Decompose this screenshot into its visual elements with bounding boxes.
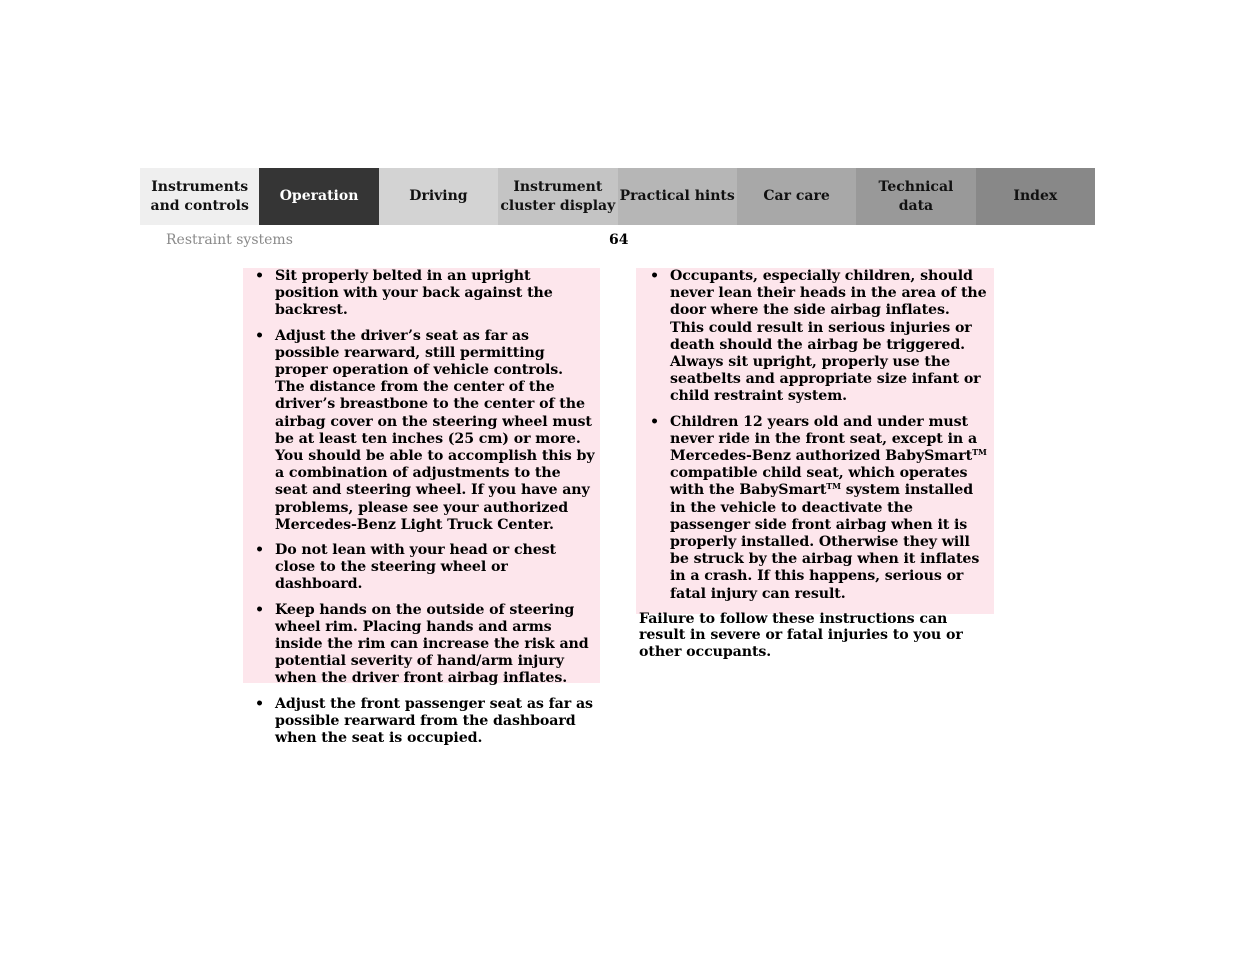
text-part: system installed in the vehicle to deactivate the passenger side front airbag when it is properly installed. Otherwise they will be struck by the airbag when it inflates in a crash. If this happens, serious or fatal injury can result.	[670, 482, 980, 602]
tab-practical-hints[interactable]: Practical hints	[618, 168, 737, 225]
list-item	[650, 268, 988, 406]
text-part: Children 12 years old and under must never ride in the front seat, except in a Mercedes-Benz authorized BabySmart	[670, 413, 978, 465]
bullet-icon: •	[650, 413, 659, 430]
tab-instruments-and-controls[interactable]: Instruments and controls	[140, 168, 259, 225]
bullet-icon: •	[255, 327, 264, 344]
list-item-text: Occupants, especially children, should never lean their heads in the area of the door where the side airbag inflates. This could result in serious injuries or death should the airbag be triggered. Always sit upright, properly use the seatbelts and appropriate size infant or child restraint system.	[670, 268, 987, 405]
tab-technical-data[interactable]: Technical data	[856, 168, 975, 225]
bullet-icon: •	[255, 268, 264, 284]
bullet-icon: •	[255, 542, 264, 559]
list-item-text	[670, 414, 987, 602]
tab-index[interactable]: Index	[976, 168, 1095, 225]
section-title: Restraint systems	[166, 232, 293, 248]
list-item	[255, 696, 596, 748]
list-item	[255, 602, 596, 688]
list-item-text: Sit properly belted in an upright position with your back against the backrest.	[275, 268, 553, 319]
chapter-tab-bar	[140, 168, 1095, 225]
list-item-text: Adjust the front passenger seat as far as possible rearward from the dashboard when the seat is occupied.	[275, 695, 593, 747]
page-number: 64	[609, 232, 629, 248]
warning-list-left	[255, 268, 596, 747]
list-item	[255, 268, 596, 320]
list-item-text: Keep hands on the outside of steering wheel rim. Placing hands and arms inside the rim can increase the risk and potential severity of hand/arm injury when the driver front airbag inflates.	[275, 601, 589, 687]
list-item	[255, 328, 596, 534]
list-item	[650, 414, 988, 603]
list-item-text: Adjust the driver’s seat as far as possible rearward, still permitting proper operation of vehicle controls. The distance from the center of the driver’s breastbone to the center of the airbag cover on the steering wheel must be at least ten inches (25 cm) or more. You should be able to accomplish this by a combination of adjustments to the seat and steering wheel. If you have any problems, please see your authorized Mercedes-Benz Light Truck Center.	[275, 327, 595, 533]
warning-list-right	[639, 268, 988, 603]
tab-operation[interactable]: Operation	[259, 168, 378, 225]
list-item	[255, 542, 596, 594]
tab-car-care[interactable]: Car care	[737, 168, 856, 225]
bullet-icon: •	[650, 268, 659, 284]
tab-driving[interactable]: Driving	[379, 168, 498, 225]
warning-box-left	[243, 268, 600, 747]
warning-box-right	[636, 268, 994, 660]
tab-instrument-cluster-display[interactable]: Instrument cluster display	[498, 168, 617, 225]
trademark-mark: TM	[826, 481, 841, 492]
bullet-icon: •	[255, 695, 264, 712]
final-warning: Failure to follow these instructions can result in severe or fatal injuries to you or other occupants.	[639, 610, 963, 660]
trademark-mark: TM	[972, 447, 987, 458]
text-part: compatible child seat, which operates with the BabySmart	[670, 465, 968, 499]
list-item-text: Do not lean with your head or chest close to the steering wheel or dashboard.	[275, 542, 556, 593]
bullet-icon: •	[255, 601, 264, 618]
